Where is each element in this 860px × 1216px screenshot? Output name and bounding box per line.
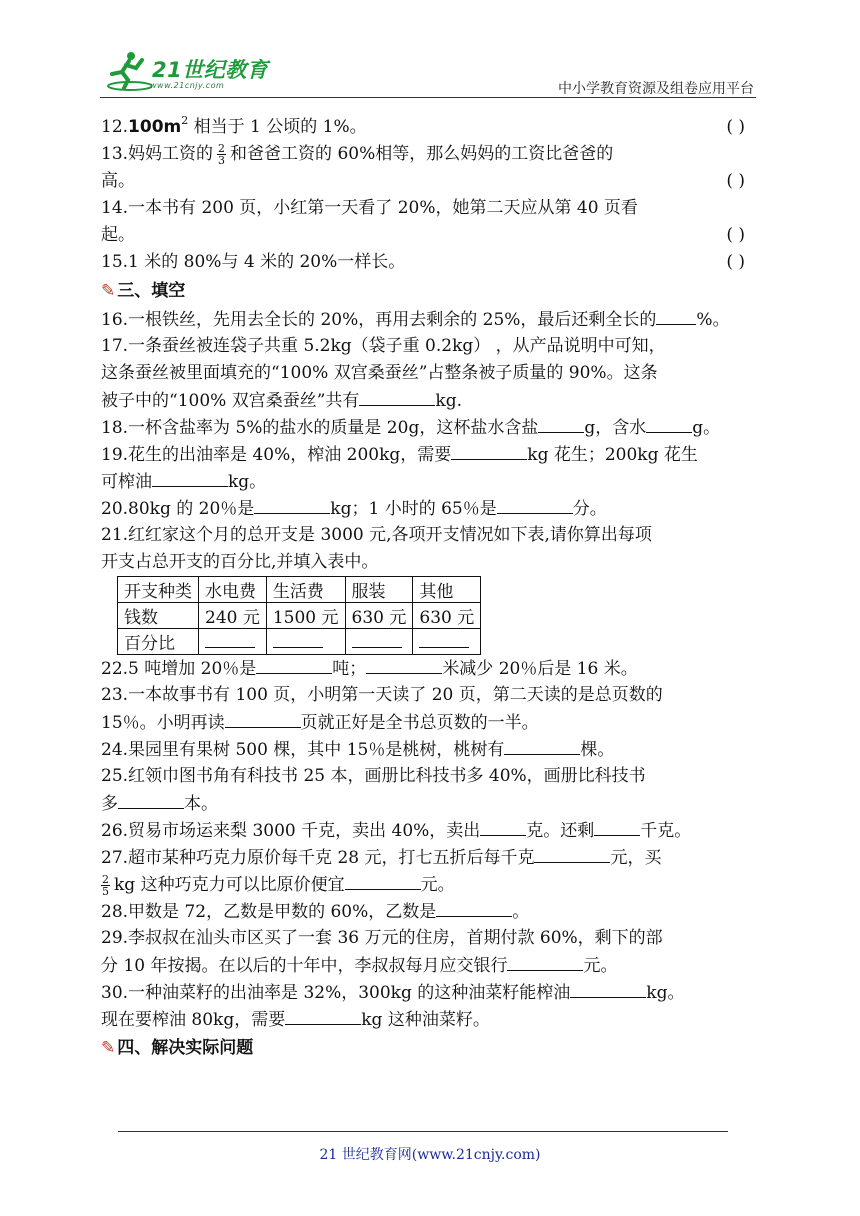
page-header xyxy=(100,44,756,100)
percent-cell[interactable] xyxy=(266,629,345,655)
question-26: 26.贸易市场运来梨 3000 千克，卖出 40%，卖出 克。还剩 千克。 xyxy=(101,817,761,844)
footer-divider xyxy=(118,1131,728,1132)
answer-blank[interactable] xyxy=(359,387,435,406)
table-row-percent: 百分比 xyxy=(118,629,481,655)
fraction: $\frac{2}{3}$ xyxy=(218,142,226,167)
answer-paren[interactable]: ( ) xyxy=(726,225,745,245)
question-24: 24.果园里有果树 500 棵，其中 15％是桃树，桃树有 棵。 xyxy=(101,736,761,763)
answer-blank[interactable] xyxy=(256,655,332,674)
answer-blank[interactable] xyxy=(504,736,580,755)
answer-blank[interactable] xyxy=(656,306,696,325)
answer-blank[interactable] xyxy=(345,871,421,890)
question-12: $12.100m^2$ 相当于 1 公顷的 1%。 ( ) xyxy=(101,114,761,141)
footer-text[interactable]: 21 世纪教育网(www.21cnjy.com) xyxy=(319,1147,541,1163)
table-header-row: 开支种类 水电费 生活费 服装 其他 xyxy=(118,577,481,603)
pencil-icon: ✎ xyxy=(101,1038,116,1058)
question-30-cont: 现在要榨油 80kg，需要 kg 这种油菜籽。 xyxy=(101,1006,761,1033)
question-29-cont: 分 10 年按揭。在以后的十年中，李叔叔每月应交银行 元。 xyxy=(101,952,761,979)
question-15: 15.1 米的 80%与 4 米的 20%一样长。 ( ) xyxy=(101,249,761,276)
question-17-cont2: 被子中的“100% 双宫桑蚕丝”共有 kg. xyxy=(101,387,761,414)
answer-blank[interactable] xyxy=(507,952,583,971)
answer-blank[interactable] xyxy=(118,790,184,809)
question-18: 18.一杯含盐率为 5%的盐水的质量是 20g，这杯盐水含盐 g，含水 g。 xyxy=(101,414,761,441)
answer-blank[interactable] xyxy=(285,1006,361,1025)
percent-cell[interactable] xyxy=(345,629,413,655)
answer-blank[interactable] xyxy=(436,898,512,917)
percent-cell[interactable] xyxy=(413,629,481,655)
answer-blank[interactable] xyxy=(451,441,527,460)
answer-blank[interactable] xyxy=(570,979,646,998)
question-22: 22.5 吨增加 20％是 吨； 米减少 20％后是 16 米。 xyxy=(101,655,761,682)
answer-paren[interactable]: ( ) xyxy=(726,117,745,137)
question-30: 30.一种油菜籽的出油率是 32%，300kg 的这种油菜籽能榨油 kg。 xyxy=(101,979,761,1006)
answer-blank[interactable] xyxy=(254,495,330,514)
question-29: 29.李叔叔在汕头市区买了一套 36 万元的住房，首期付款 60%，剩下的部 xyxy=(101,928,663,948)
expense-table xyxy=(117,576,481,655)
runner-icon xyxy=(100,50,152,94)
logo-url: www.21cnjy.com xyxy=(150,81,225,90)
question-19-cont: 可榨油 kg。 xyxy=(101,468,761,495)
header-divider xyxy=(100,97,756,98)
site-logo xyxy=(100,50,270,94)
question-28: 28.甲数是 72，乙数是甲数的 60%，乙数是 。 xyxy=(101,898,761,925)
section-title-problems: ✎ 四、解决实际问题 xyxy=(101,1038,254,1058)
answer-blank[interactable] xyxy=(594,817,640,836)
question-23: 23.一本故事书有 100 页，小明第一天读了 20 页，第二天读的是总页数的 xyxy=(101,685,663,705)
logo-text: 21世纪教育 xyxy=(152,58,269,82)
question-25-cont: 多 本。 xyxy=(101,790,761,817)
question-14: 14.一本书有 200 页，小红第一天看了 20%，她第二天应从第 40 页看 xyxy=(101,198,638,218)
section-title-fill: ✎ 三、填空 xyxy=(101,281,186,301)
question-25: 25.红领巾图书角有科技书 25 本，画册比科技书多 40%，画册比科技书 xyxy=(101,766,646,786)
question-23-cont: 15％。小明再读 页就正好是全书总页数的一半。 xyxy=(101,709,761,736)
fraction: $\frac{2}{5}$ xyxy=(102,873,109,898)
answer-paren[interactable]: ( ) xyxy=(726,171,745,191)
table-row-money: 钱数 240 元 1500 元 630 元 630 元 xyxy=(118,603,481,629)
question-16: 16.一根铁丝，先用去全长的 20%，再用去剩余的 25%，最后还剩全长的 %。 xyxy=(101,306,761,333)
question-20: 20.80kg 的 20％是 kg；1 小时的 65％是 分。 xyxy=(101,495,761,522)
answer-blank[interactable] xyxy=(497,495,573,514)
question-17-cont: 这条蚕丝被里面填充的“100% 双宫桑蚕丝”占整条被子质量的 90%。这条 xyxy=(101,363,658,383)
question-13-cont: 高。 ( ) xyxy=(101,168,761,195)
question-14-cont: 起。 ( ) xyxy=(101,222,761,249)
question-21-cont: 开支占总开支的百分比,并填入表中。 xyxy=(101,552,379,572)
answer-blank[interactable] xyxy=(538,414,584,433)
answer-blank[interactable] xyxy=(152,468,228,487)
platform-name: 中小学教育资源及组卷应用平台 xyxy=(558,81,754,97)
question-13: 13.妈妈工资的 $\frac{2}{3}$ 和爸爸工资的 60%相等，那么妈妈的工资比爸爸的 xyxy=(101,142,614,167)
worksheet-content xyxy=(101,114,761,1063)
answer-paren[interactable]: ( ) xyxy=(726,252,745,272)
answer-blank[interactable] xyxy=(225,709,301,728)
answer-blank[interactable] xyxy=(534,844,610,863)
answer-blank[interactable] xyxy=(480,817,526,836)
answer-blank[interactable] xyxy=(646,414,692,433)
percent-cell[interactable] xyxy=(199,629,267,655)
question-17: 17.一条蚕丝被连袋子共重 5.2kg（袋子重 0.2kg） ，从产品说明中可知， xyxy=(101,336,666,356)
question-27-cont: $\frac{2}{5}$ kg 这种巧克力可以比原价便宜 元。 xyxy=(102,873,455,898)
answer-blank[interactable] xyxy=(366,655,442,674)
question-19: 19.花生的出油率是 40%，榨油 200kg，需要 kg 花生；200kg 花生 xyxy=(101,441,761,468)
question-27: 27.超市某种巧克力原价每千克 28 元，打七五折后每千克 元，买 xyxy=(101,844,761,871)
pencil-icon: ✎ xyxy=(101,281,116,301)
question-21: 21.红红家这个月的总开支是 3000 元,各项开支情况如下表,请你算出每项 xyxy=(101,525,652,545)
